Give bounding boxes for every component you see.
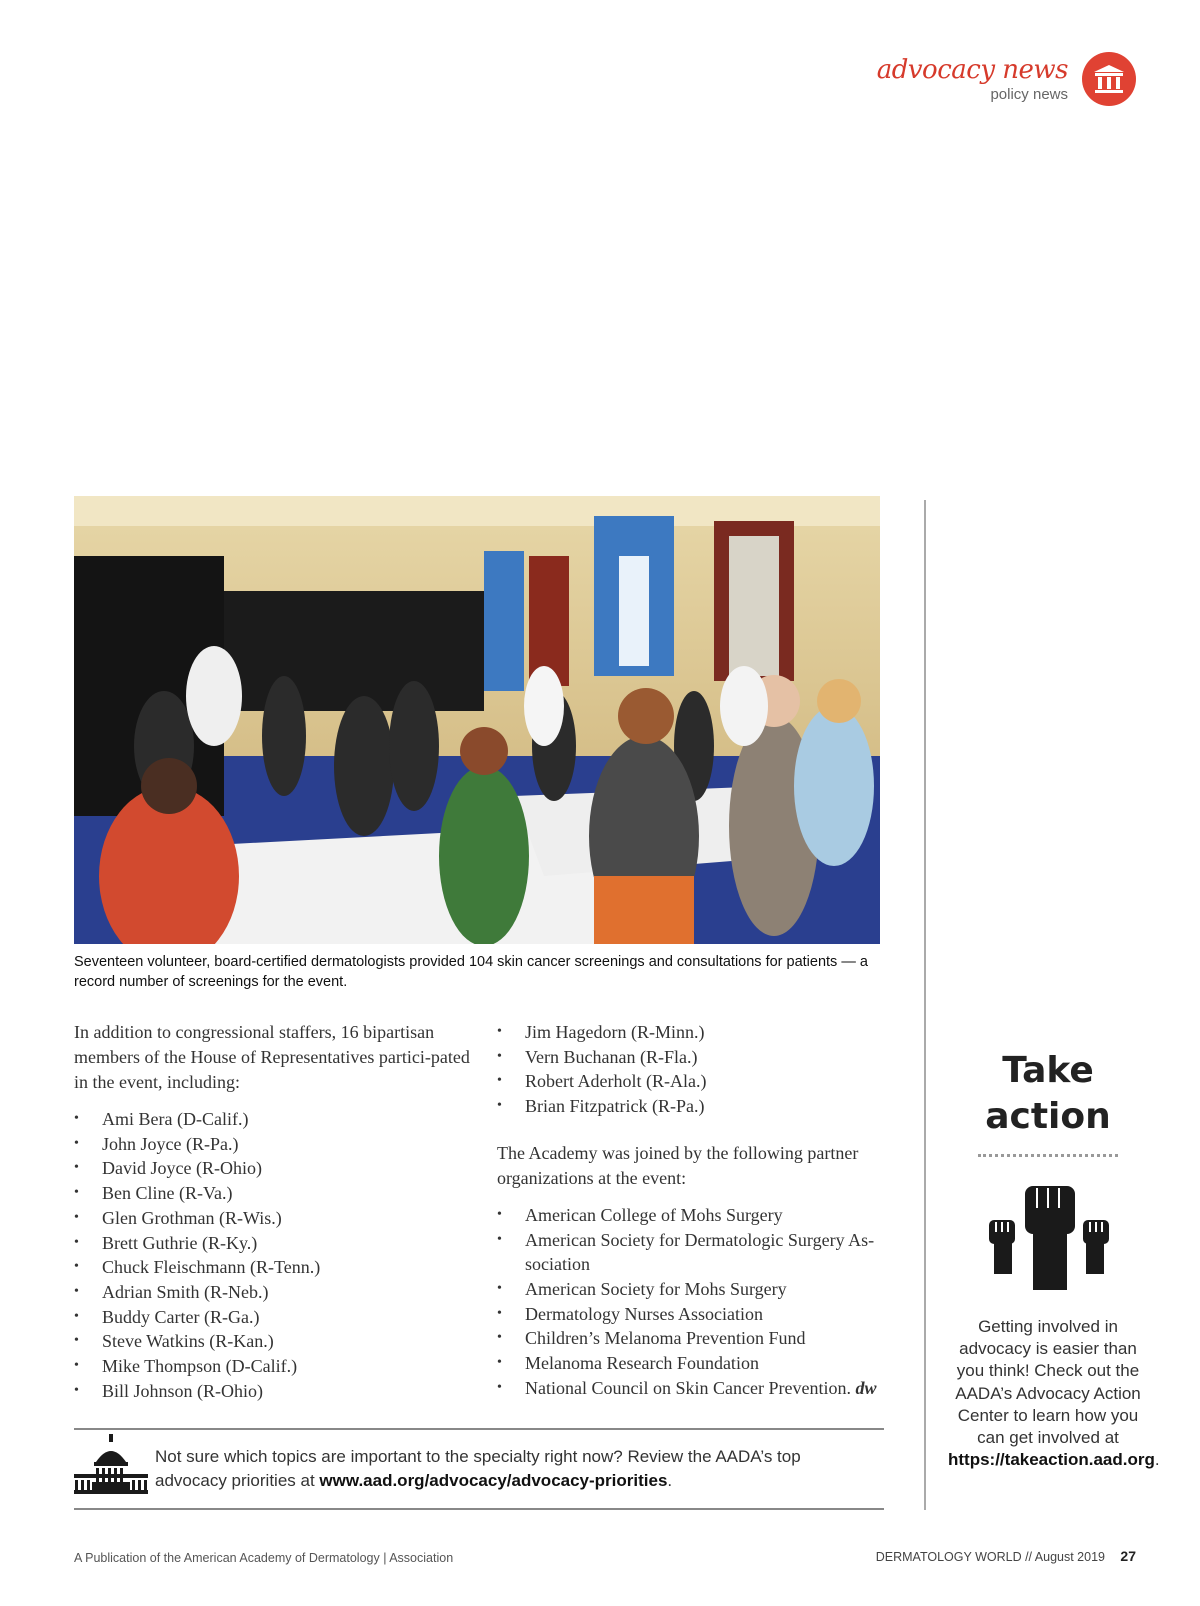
body-column-right — [497, 1020, 897, 1400]
list-item: • Steve Watkins (R-Kan.) — [74, 1329, 474, 1354]
list-item: • Ami Bera (D-Calif.) — [74, 1107, 474, 1132]
list-item: • Dermatology Nurses Association — [497, 1302, 897, 1327]
priorities-body: Not sure which topics are important to the specialty right now? Review the AADA’s top advocacy priorities at — [155, 1447, 801, 1490]
section-header — [877, 52, 1136, 106]
body-column-left — [74, 1020, 474, 1403]
page-number: 27 — [1120, 1548, 1136, 1564]
list-item — [497, 1376, 897, 1401]
footer-publisher: A Publication of the American Academy of Dermatology | Association — [74, 1551, 454, 1565]
sidebar-text — [948, 1316, 1160, 1471]
priorities-end: . — [667, 1471, 673, 1490]
list-item: • Bill Johnson (R-Ohio) — [74, 1379, 474, 1404]
list-item: • Mike Thompson (D-Calif.) — [74, 1354, 474, 1379]
event-photo — [74, 496, 880, 944]
list-item: • Glen Grothman (R-Wis.) — [74, 1206, 474, 1231]
list-item: • Brett Guthrie (R-Ky.) — [74, 1231, 474, 1256]
divider-top — [74, 1428, 884, 1430]
list-item: • David Joyce (R-Ohio) — [74, 1156, 474, 1181]
list-item: • Adrian Smith (R-Neb.) — [74, 1280, 474, 1305]
members-list-left — [74, 1107, 474, 1403]
sidebar-body: Getting involved in advocacy is easier than you think! Check out the AADA’s Advocacy Action Center to learn how you can get involved at — [955, 1317, 1141, 1448]
list-item: • Children’s Melanoma Prevention Fund — [497, 1326, 897, 1351]
list-item: • Vern Buchanan (R-Fla.) — [497, 1045, 897, 1070]
list-item: • American College of Mohs Surgery — [497, 1203, 897, 1228]
sidebar-title — [948, 1048, 1148, 1140]
columns-building-icon — [1082, 52, 1136, 106]
sidebar-title-line2: action — [985, 1096, 1111, 1137]
section-subtitle: policy news — [990, 85, 1068, 103]
list-item: • Brian Fitzpatrick (R-Pa.) — [497, 1094, 897, 1119]
section-header-text — [876, 54, 1068, 103]
raised-fists-icon — [985, 1180, 1113, 1297]
sidebar-divider — [924, 500, 926, 1510]
list-item: • Robert Aderholt (R-Ala.) — [497, 1069, 897, 1094]
priorities-link[interactable]: www.aad.org/advocacy/advocacy-priorities — [319, 1471, 668, 1490]
sidebar-link[interactable]: https://takeaction.aad.org — [948, 1450, 1155, 1470]
list-item: • Ben Cline (R-Va.) — [74, 1181, 474, 1206]
divider-bottom — [74, 1508, 884, 1510]
list-item: • Jim Hagedorn (R-Minn.) — [497, 1020, 897, 1045]
sidebar-title-line1: Take — [1002, 1050, 1094, 1091]
capitol-building-icon — [74, 1432, 148, 1501]
section-title: advocacy news — [876, 54, 1068, 85]
dotted-divider — [978, 1154, 1118, 1157]
list-item: • American Society for Mohs Surgery — [497, 1277, 897, 1302]
photo-caption: Seventeen volunteer, board-certified dermatologists provided 104 skin cancer screenings and consultations for patients — a record number of screenings for the event. — [74, 954, 868, 990]
partners-intro: The Academy was joined by the following partner organizations at the event: — [497, 1142, 859, 1188]
priorities-text — [155, 1445, 875, 1493]
footer-magazine: DERMATOLOGY WORLD // August 2019 — [875, 1550, 1105, 1564]
list-item: • John Joyce (R-Pa.) — [74, 1132, 474, 1157]
sidebar-end: . — [1154, 1450, 1160, 1470]
partners-list — [497, 1203, 897, 1401]
list-item-text: National Council on Skin Cancer Prevention. — [525, 1377, 851, 1398]
intro-paragraph: In addition to congressional staffers, 16 bipartisan members of the House of Representatives partici-pated in the event, including: — [74, 1022, 470, 1092]
members-list-right — [497, 1020, 897, 1119]
end-mark: dw — [855, 1377, 877, 1398]
list-item: • Chuck Fleischmann (R-Tenn.) — [74, 1255, 474, 1280]
list-item: • Buddy Carter (R-Ga.) — [74, 1305, 474, 1330]
list-item: • Melanoma Research Foundation — [497, 1351, 897, 1376]
list-item: • American Society for Dermatologic Surgery As-sociation — [497, 1228, 897, 1277]
